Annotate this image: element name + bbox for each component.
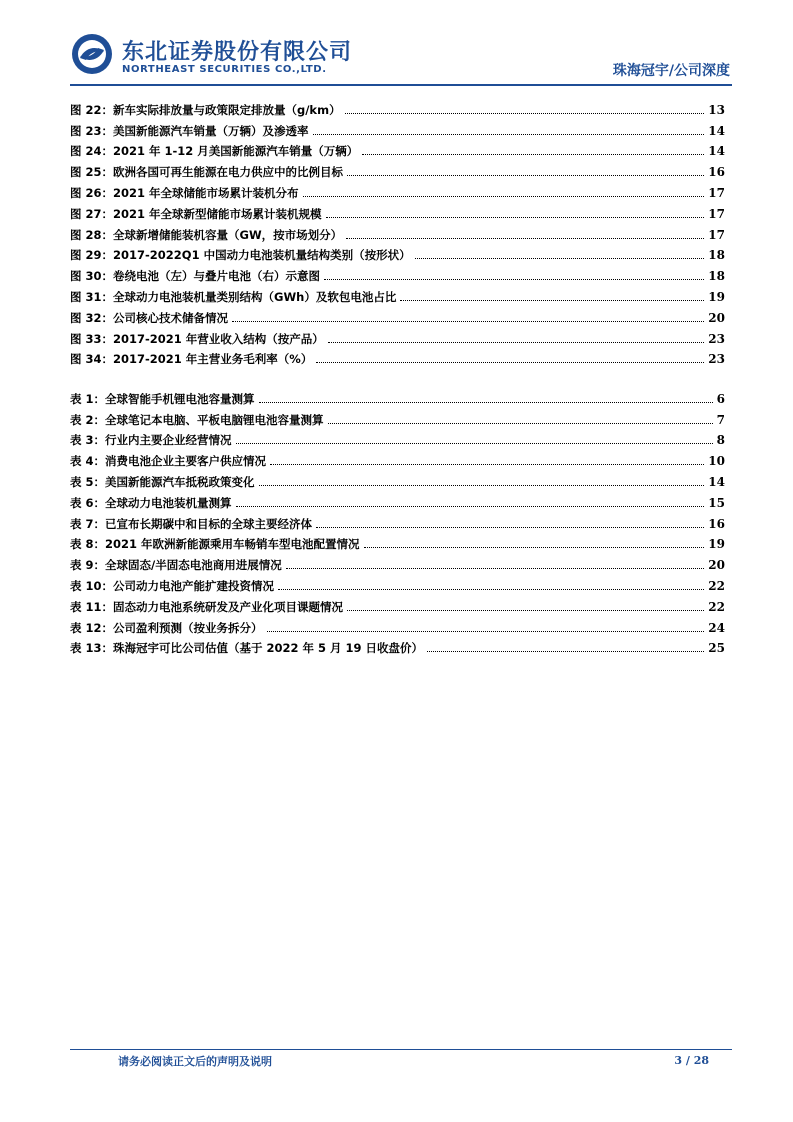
figure-entry-label: 图 28：全球新增储能装机容量（GW，按市场划分）: [70, 227, 343, 242]
table-entry-page-number: 22: [708, 599, 725, 614]
figure-entry[interactable]: [70, 96, 725, 117]
figure-entry-label: 图 22：新车实际排放量与政策限定排放量（g/km）: [70, 102, 341, 117]
table-entry[interactable]: [70, 427, 725, 448]
figure-entry[interactable]: [70, 200, 725, 221]
table-entry-page-number: 24: [708, 620, 725, 635]
dot-leader: [362, 154, 704, 155]
company-logo-icon: [70, 32, 114, 76]
figure-entry-label: 图 25：欧洲各国可再生能源在电力供应中的比例目标: [70, 165, 344, 180]
table-entry[interactable]: [70, 572, 725, 593]
table-entry-page-number: 8: [716, 433, 725, 448]
footer-disclaimer-note: 请务必阅读正文后的声明及说明: [118, 1055, 272, 1068]
table-entry[interactable]: [70, 406, 725, 427]
table-entry-page-number: 25: [708, 641, 725, 656]
table-list: [70, 385, 725, 655]
table-entry[interactable]: [70, 531, 725, 552]
table-entry-page-number: 15: [708, 495, 725, 510]
report-tag: 珠海冠宇/公司深度: [612, 63, 730, 79]
figure-entry-label: 图 34：2017-2021 年主营业务毛利率（%）: [70, 352, 313, 367]
figure-entry[interactable]: [70, 325, 725, 346]
figure-entry-label: 图 31：全球动力电池装机量类别结构（GWh）及软包电池占比: [70, 289, 397, 304]
figure-entry-page-number: 18: [708, 269, 725, 284]
dot-leader: [346, 238, 704, 239]
dot-leader: [400, 300, 704, 301]
dot-leader: [232, 321, 704, 322]
dot-leader: [328, 342, 705, 343]
table-entry-label: 表 8：2021 年欧洲新能源乘用车畅销车型电池配置情况: [70, 537, 360, 552]
dot-leader: [313, 134, 705, 135]
figure-entry[interactable]: [70, 283, 725, 304]
dot-leader: [316, 362, 704, 363]
figure-entry-page-number: 18: [708, 248, 725, 263]
page-header: [0, 0, 793, 90]
dot-leader: [415, 258, 705, 259]
figure-entry[interactable]: [70, 138, 725, 159]
figure-entry-page-number: 23: [708, 352, 725, 367]
table-entry-label: 表 9：全球固态/半固态电池商用进展情况: [70, 558, 282, 573]
figure-entry-page-number: 17: [708, 185, 725, 200]
dot-leader: [347, 175, 704, 176]
table-entry-label: 表 12：公司盈利预测（按业务拆分）: [70, 620, 263, 635]
figure-entry[interactable]: [70, 346, 725, 367]
table-entry[interactable]: [70, 551, 725, 572]
figure-entry-label: 图 29：2017-2022Q1 中国动力电池装机量结构类别（按形状）: [70, 248, 411, 263]
figure-entry-page-number: 14: [708, 123, 725, 138]
dot-leader: [303, 196, 705, 197]
dot-leader: [427, 651, 704, 652]
table-entry[interactable]: [70, 510, 725, 531]
dot-leader: [236, 443, 713, 444]
table-entry-page-number: 6: [716, 391, 725, 406]
figure-entry-label: 图 32：公司核心技术储备情况: [70, 310, 229, 325]
dot-leader: [286, 568, 705, 569]
dot-leader: [236, 506, 705, 507]
dot-leader: [278, 589, 704, 590]
table-entry-label: 表 6：全球动力电池装机量测算: [70, 495, 232, 510]
table-entry-label: 表 5：美国新能源汽车抵税政策变化: [70, 474, 255, 489]
figure-entry-page-number: 19: [708, 289, 725, 304]
figure-entry[interactable]: [70, 304, 725, 325]
table-entry[interactable]: [70, 489, 725, 510]
figure-entry-page-number: 13: [708, 102, 725, 117]
table-entry[interactable]: [70, 385, 725, 406]
footer-divider: [70, 1049, 732, 1050]
figure-entry[interactable]: [70, 262, 725, 283]
table-entry-label: 表 11：固态动力电池系统研发及产业化项目课题情况: [70, 599, 344, 614]
figure-entry-label: 图 26：2021 年全球储能市场累计装机分布: [70, 185, 299, 200]
table-entry-page-number: 16: [708, 516, 725, 531]
figure-entry-page-number: 14: [708, 144, 725, 159]
figure-entry-page-number: 23: [708, 331, 725, 346]
figure-entry[interactable]: [70, 242, 725, 263]
dot-leader: [347, 610, 704, 611]
figure-entry-label: 图 27：2021 年全球新型储能市场累计装机规模: [70, 206, 322, 221]
figure-entry[interactable]: [70, 117, 725, 138]
figure-list: [70, 96, 725, 366]
table-entry-page-number: 19: [708, 537, 725, 552]
figure-entry[interactable]: [70, 179, 725, 200]
figure-entry-label: 图 24：2021 年 1-12 月美国新能源汽车销量（万辆）: [70, 144, 359, 159]
table-entry-label: 表 3：行业内主要企业经营情况: [70, 433, 232, 448]
table-entry-label: 表 1：全球智能手机锂电池容量测算: [70, 391, 255, 406]
figure-entry-label: 图 23：美国新能源汽车销量（万辆）及渗透率: [70, 123, 309, 138]
table-entry[interactable]: [70, 447, 725, 468]
table-entry-page-number: 7: [716, 412, 725, 427]
table-entry-label: 表 4：消费电池企业主要客户供应情况: [70, 454, 267, 469]
dot-leader: [328, 423, 713, 424]
figure-entry[interactable]: [70, 221, 725, 242]
table-entry-label: 表 7：已宣布长期碳中和目标的全球主要经济体: [70, 516, 313, 531]
dot-leader: [267, 631, 705, 632]
table-entry-label: 表 2：全球笔记本电脑、平板电脑锂电池容量测算: [70, 412, 324, 427]
table-entry-page-number: 14: [708, 474, 725, 489]
company-name-en: NORTHEAST SECURITIES CO.,LTD.: [122, 64, 327, 75]
table-entry-label: 表 13：珠海冠宇可比公司估值（基于 2022 年 5 月 19 日收盘价）: [70, 641, 424, 656]
dot-leader: [364, 547, 705, 548]
figure-entry[interactable]: [70, 158, 725, 179]
figure-entry-page-number: 20: [708, 310, 725, 325]
table-entry-page-number: 22: [708, 578, 725, 593]
table-entry[interactable]: [70, 468, 725, 489]
figure-entry-label: 图 33：2017-2021 年营业收入结构（按产品）: [70, 331, 324, 346]
dot-leader: [324, 279, 704, 280]
figure-entry-label: 图 30：卷绕电池（左）与叠片电池（右）示意图: [70, 269, 321, 284]
figure-entry-page-number: 16: [708, 165, 725, 180]
dot-leader: [345, 113, 705, 114]
header-divider: [70, 84, 732, 86]
table-entry[interactable]: [70, 593, 725, 614]
dot-leader: [259, 485, 705, 486]
table-entry-page-number: 10: [708, 454, 725, 469]
dot-leader: [259, 402, 713, 403]
table-entry[interactable]: [70, 614, 725, 635]
table-entry[interactable]: [70, 635, 725, 656]
company-name-cn: 东北证券股份有限公司: [122, 40, 353, 65]
figure-entry-page-number: 17: [708, 206, 725, 221]
dot-leader: [316, 527, 704, 528]
dot-leader: [270, 464, 704, 465]
table-entry-page-number: 20: [708, 558, 725, 573]
page-number: 3 / 28: [674, 1054, 709, 1067]
dot-leader: [326, 217, 705, 218]
figure-entry-page-number: 17: [708, 227, 725, 242]
table-entry-label: 表 10：公司动力电池产能扩建投资情况: [70, 578, 275, 593]
